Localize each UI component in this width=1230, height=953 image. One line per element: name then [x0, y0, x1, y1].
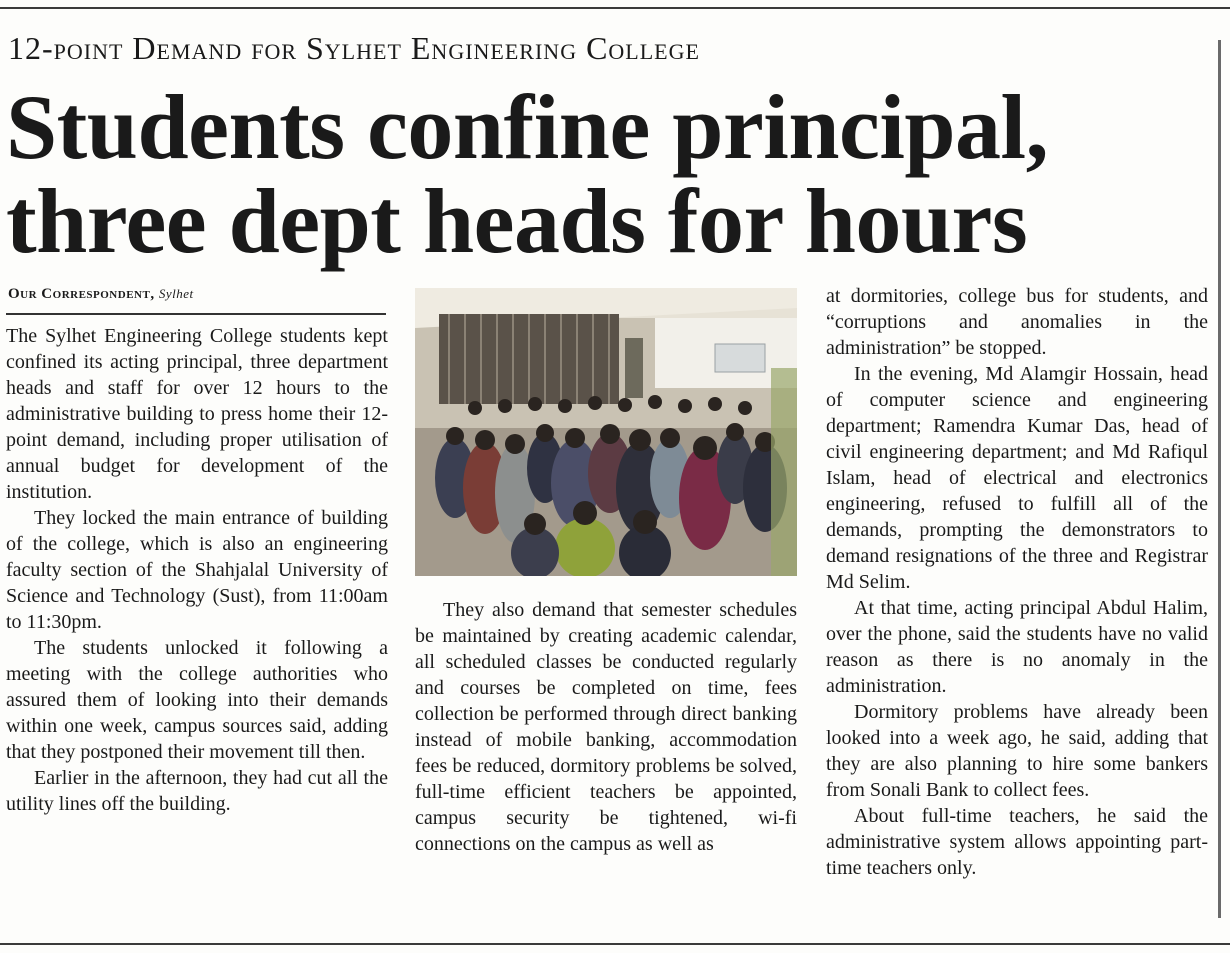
paragraph: Dormitory problems have already been looked into a week ago, he said, adding that they are also planning to hire some bankers from Sonali Bank to collect fees. [826, 701, 1208, 801]
paragraph: They locked the main entrance of building of the college, which is also an engineering faculty section of the Shahjalal University of Science and Technology (Sust), from 11:00am to 11:30pm. [6, 507, 388, 633]
top-rule [0, 7, 1230, 9]
paragraph: The Sylhet Engineering College students kept confined its acting principal, three department heads and staff for over 12 hours to the administrative building to press home their 12-point demand, including proper utilisation of annual budget for development of the institution. [6, 325, 388, 503]
crowd-photo [415, 288, 797, 576]
paragraph: They also demand that semester schedules be maintained by creating academic calendar, all scheduled classes be conducted regularly and courses be completed on time, fees collection be performed through direct banking instead of mobile banking, accommodation fees be reduced, dormitory problems be solved, full-time efficient teachers be appointed, campus security be tightened, wi-fi connections on the campus as well as [415, 599, 797, 855]
paragraph: About full-time teachers, he said the administrative system allows appointing part-time teachers only. [826, 805, 1208, 879]
byline-rule [6, 313, 386, 315]
bottom-rule [0, 943, 1230, 945]
kicker: 12-point Demand for Sylhet Engineering College [8, 30, 700, 66]
column-3 [826, 283, 1208, 881]
paragraph: In the evening, Md Alamgir Hossain, head of computer science and engineering department; Ramendra Kumar Das, head of civil engineering department; and Md Rafiqul Islam, head of electrical and electronics engineering, refused to fulfill all of the demands, prompting the demonstrators to demand resignations of the three and Registrar Md Selim. [826, 363, 1208, 593]
byline-location: Sylhet [158, 286, 194, 301]
right-column-rule [1218, 40, 1221, 918]
headline: Students confine principal, three dept heads for hours [6, 76, 1049, 272]
column-2 [415, 597, 797, 857]
paragraph: At that time, acting principal Abdul Halim, over the phone, said the students have no valid reason as there is no anomaly in the administration. [826, 597, 1208, 697]
column-1 [6, 323, 388, 817]
byline-author: Our Correspondent, [8, 286, 155, 302]
paragraph: at dormitories, college bus for students, and “corruptions and anomalies in the administration” be stopped. [826, 285, 1208, 359]
paragraph: Earlier in the afternoon, they had cut all the utility lines off the building. [6, 767, 388, 815]
byline [8, 286, 194, 303]
crowd-of-students-photo-icon [415, 288, 797, 576]
paragraph: The students unlocked it following a meeting with the college authorities who assured them of looking into their demands within one week, campus sources said, adding that they postponed their movement till then. [6, 637, 388, 763]
